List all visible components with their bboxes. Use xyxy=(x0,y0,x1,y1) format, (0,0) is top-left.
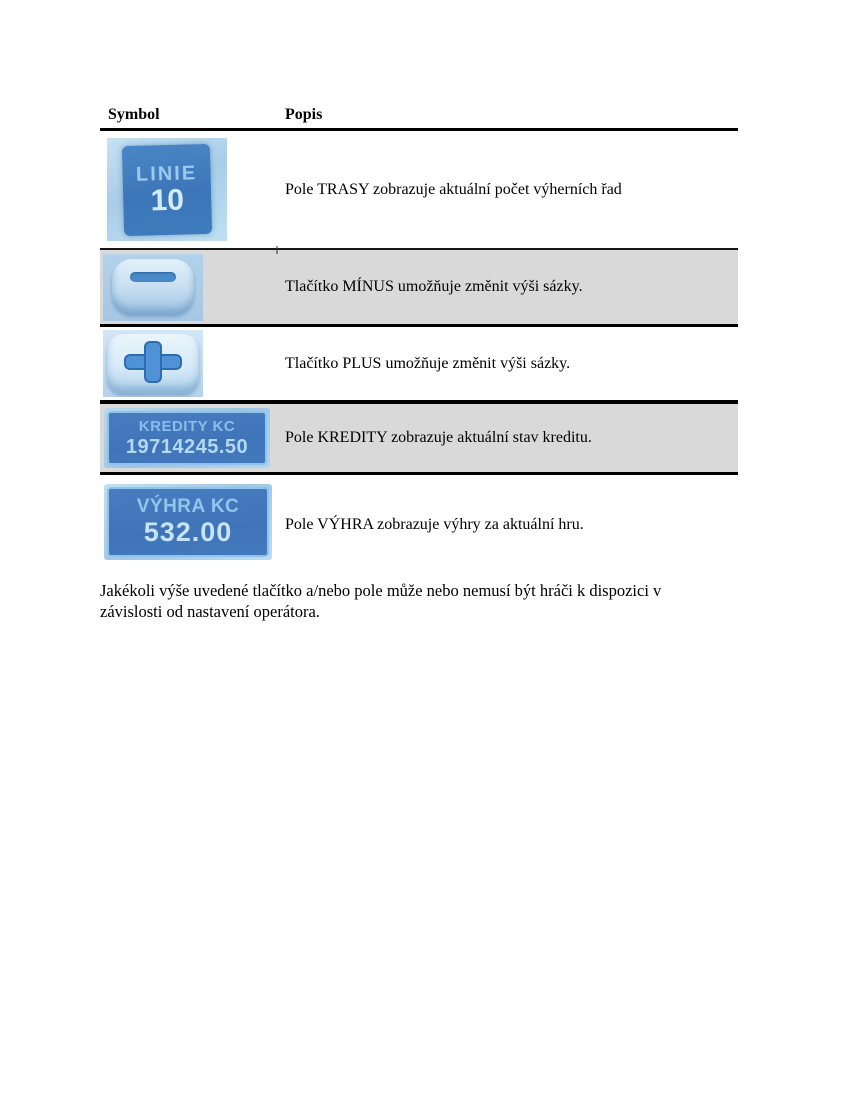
symbol-cell xyxy=(100,475,285,560)
linie-value: 10 xyxy=(150,182,185,217)
footer-paragraph xyxy=(100,580,765,623)
footer-line: Jakékoli výše uvedené tlačítko a/nebo pole může nebo nemusí být hráči k dispozici v xyxy=(100,581,662,600)
table-row xyxy=(100,131,738,250)
table-row xyxy=(100,250,738,327)
description-cell: Tlačítko MÍNUS umožňuje změnit výši sázky. xyxy=(285,278,583,295)
linie-tile xyxy=(122,143,212,235)
minus-button-body xyxy=(112,259,194,315)
vyhra-field-icon xyxy=(104,484,272,560)
description-cell: Tlačítko PLUS umožňuje změnit výši sázky. xyxy=(285,354,571,372)
kredity-label: KREDITY KC xyxy=(138,418,236,436)
kredity-field-icon xyxy=(104,408,270,468)
minus-icon xyxy=(130,272,176,282)
vyhra-value: 532.00 xyxy=(143,517,233,548)
table-row xyxy=(100,404,738,475)
symbol-cell xyxy=(100,254,285,321)
vyhra-label: VÝHRA KC xyxy=(136,496,240,518)
description-cell: Pole TRASY zobrazuje aktuální počet výherních řad xyxy=(285,180,622,198)
minus-button-icon xyxy=(103,254,203,321)
column-divider-mark xyxy=(276,246,278,254)
plus-button-body xyxy=(107,334,199,394)
table-row xyxy=(100,327,738,404)
plus-icon xyxy=(144,341,162,383)
symbol-table xyxy=(100,106,738,575)
description-cell: Pole VÝHRA zobrazuje výhry za aktuální hru. xyxy=(285,516,584,533)
symbol-cell xyxy=(100,330,285,397)
table-row xyxy=(100,475,738,575)
kredity-value: 19714245.50 xyxy=(125,435,249,458)
kredity-panel xyxy=(107,411,267,465)
table-header-row xyxy=(100,106,738,131)
description-cell: Pole KREDITY zobrazuje aktuální stav kreditu. xyxy=(285,429,592,446)
vyhra-panel xyxy=(107,487,269,557)
column-header-popis: Popis xyxy=(285,106,323,123)
symbol-cell xyxy=(100,138,285,241)
column-header-symbol: Symbol xyxy=(108,106,160,123)
symbol-cell xyxy=(100,408,285,468)
linie-label: LINIE xyxy=(135,161,198,186)
linie-field-icon xyxy=(107,138,227,241)
plus-button-icon xyxy=(103,330,203,397)
footer-line: závislosti od nastavení operátora. xyxy=(100,602,320,622)
